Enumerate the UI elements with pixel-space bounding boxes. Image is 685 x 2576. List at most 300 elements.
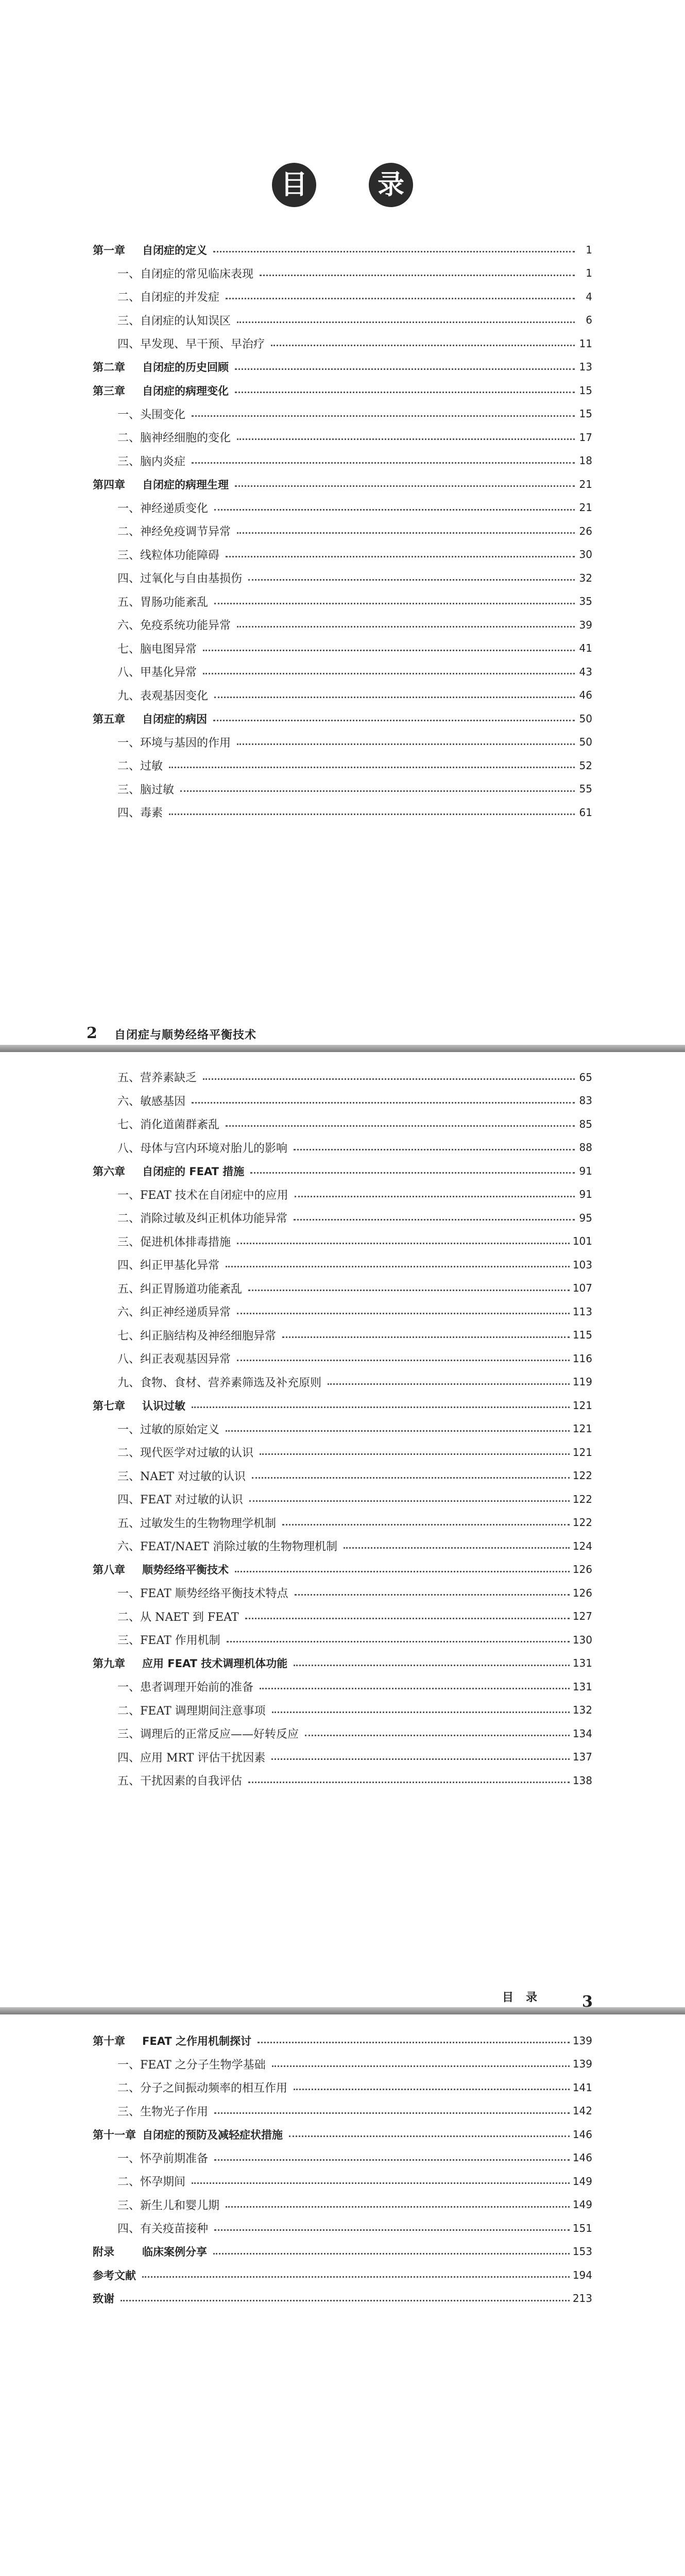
toc-leader-dots — [226, 1266, 570, 1267]
toc-list-page-3 — [93, 2029, 592, 2310]
toc-leader-dots — [245, 1618, 570, 1619]
toc-leader-dots — [237, 743, 575, 745]
toc-leader-dots — [226, 298, 575, 299]
toc-entry-text: 五、干扰因素的自我评估 — [117, 1775, 243, 1788]
toc-section-entry — [93, 519, 592, 543]
toc-page-number: 139 — [572, 2034, 592, 2047]
toc-leader-dots — [250, 1172, 575, 1174]
toc-entry-label — [93, 500, 211, 516]
toc-section-entry — [93, 1745, 592, 1769]
toc-entry-label — [93, 406, 189, 422]
toc-page-number: 41 — [579, 642, 592, 655]
running-header-left — [0, 1024, 685, 1065]
toc-page-number: 39 — [579, 618, 592, 631]
toc-section-entry — [93, 684, 592, 707]
toc-page-number: 13 — [579, 361, 592, 374]
toc-chapter-number: 第三章 — [93, 384, 125, 397]
toc-leader-dots — [295, 1196, 575, 1197]
toc-page-number: 61 — [579, 806, 592, 819]
toc-entry-label — [93, 429, 234, 445]
toc-page-number: 50 — [579, 712, 592, 725]
running-header-right — [0, 1988, 685, 2029]
toc-title — [0, 163, 685, 219]
toc-section-entry — [93, 1628, 592, 1652]
toc-chapter-number: 附录 — [93, 2246, 114, 2259]
toc-page-number: 15 — [579, 408, 592, 420]
toc-leader-dots — [294, 2089, 570, 2090]
toc-page-number: 65 — [579, 1071, 592, 1083]
toc-chapter-entry — [93, 472, 592, 496]
toc-leader-dots — [237, 1313, 570, 1314]
toc-page-number: 103 — [572, 1258, 592, 1271]
toc-entry-text: 自闭症的病理变化 — [142, 384, 229, 397]
toc-leader-dots — [213, 2253, 570, 2255]
toc-page-number: 116 — [572, 1352, 592, 1365]
toc-entry-label — [93, 1585, 292, 1601]
toc-section-entry — [93, 2193, 592, 2217]
toc-chapter-number: 第十章 — [93, 2035, 125, 2047]
toc-chapter-entry — [93, 1159, 592, 1183]
toc-page-number: 137 — [572, 1751, 592, 1764]
toc-section-entry — [93, 1534, 592, 1558]
toc-entry-label — [93, 547, 222, 563]
toc-section-entry — [93, 1769, 592, 1792]
toc-entry-label — [93, 523, 234, 539]
toc-page-number: 138 — [572, 1774, 592, 1787]
toc-page-number: 32 — [579, 571, 592, 584]
toc-entry-text: 九、表观基因变化 — [117, 689, 209, 703]
toc-entry-label — [93, 2150, 211, 2166]
toc-page-number: 21 — [579, 478, 592, 490]
toc-entry-text: 三、FEAT 作用机制 — [117, 1634, 220, 1648]
toc-entry-label — [93, 1398, 189, 1413]
toc-leader-dots — [260, 1453, 570, 1455]
toc-page-number: 85 — [579, 1117, 592, 1130]
toc-entry-label — [93, 2267, 139, 2283]
toc-leader-dots — [235, 368, 575, 370]
toc-section-entry — [93, 262, 592, 285]
toc-section-entry — [93, 2216, 592, 2240]
toc-entry-text: 认识过敏 — [142, 1399, 185, 1412]
toc-leader-dots — [235, 392, 575, 393]
toc-section-entry — [93, 2146, 592, 2170]
toc-entry-label — [93, 2079, 290, 2095]
toc-leader-dots — [169, 767, 575, 768]
toc-page-number: 83 — [579, 1094, 592, 1107]
toc-leader-dots — [295, 1594, 570, 1596]
toc-entry-text: 三、线粒体功能障碍 — [117, 549, 220, 562]
toc-page-number: 149 — [572, 2175, 592, 2188]
toc-section-entry — [93, 1347, 592, 1370]
toc-entry-label — [93, 2291, 117, 2306]
toc-entry-label — [93, 312, 234, 328]
toc-entry-label — [93, 335, 268, 351]
toc-entry-label — [93, 781, 177, 797]
toc-entry-text: 四、早发现、早干预、早治疗 — [117, 338, 265, 351]
toc-leader-dots — [192, 1102, 575, 1104]
toc-entry-text: 自闭症的病因 — [142, 713, 207, 725]
toc-entry-label — [93, 1327, 279, 1343]
toc-leader-dots — [169, 814, 575, 815]
toc-page-number: 121 — [572, 1422, 592, 1435]
toc-entry-text: 四、有关疫苗接种 — [117, 2223, 209, 2236]
toc-section-entry — [93, 1253, 592, 1277]
toc-entry-text: 参考文献 — [93, 2269, 136, 2282]
toc-page-number: 146 — [572, 2128, 592, 2141]
toc-section-entry — [93, 637, 592, 660]
toc-chapter-entry — [93, 2029, 592, 2053]
toc-page-number: 132 — [572, 1704, 592, 1717]
toc-entry-label — [93, 1655, 290, 1671]
toc-entry-label — [93, 734, 234, 750]
toc-page-number: 91 — [579, 1188, 592, 1201]
toc-leader-dots — [237, 438, 575, 440]
toc-section-entry — [93, 1417, 592, 1441]
toc-entry-label — [93, 2197, 222, 2213]
toc-entry-text: 六、敏感基因 — [117, 1095, 186, 1108]
toc-section-entry — [93, 2099, 592, 2123]
toc-page-number: 153 — [572, 2245, 592, 2258]
toc-entry-text: 七、消化道菌群紊乱 — [117, 1118, 220, 1132]
toc-entry-text: 二、从 NAET 到 FEAT — [117, 1611, 239, 1624]
toc-entry-label — [93, 1069, 200, 1085]
toc-entry-label — [93, 1538, 340, 1554]
toc-entry-text: 四、应用 MRT 评估干扰因素 — [117, 1751, 266, 1765]
toc-entry-label — [93, 2033, 254, 2048]
toc-page-1 — [0, 0, 685, 1010]
toc-entry-text: 四、FEAT 对过敏的认识 — [117, 1494, 243, 1507]
toc-entry-label — [93, 453, 189, 469]
toc-entry-text: 七、脑电图异常 — [117, 642, 197, 656]
toc-chapter-number: 第六章 — [93, 1165, 125, 1178]
toc-section-entry — [93, 1581, 592, 1605]
toc-page-number: 149 — [572, 2198, 592, 2211]
toc-section-entry — [93, 2076, 592, 2099]
running-header-title: 目 录 — [502, 1991, 538, 2004]
toc-entry-text: 五、营养素缺乏 — [117, 1072, 197, 1085]
toc-section-entry — [93, 1487, 592, 1511]
toc-leader-dots — [214, 2112, 570, 2114]
toc-leader-dots — [237, 1243, 570, 1244]
toc-leader-dots — [203, 1078, 575, 1080]
toc-section-entry — [93, 426, 592, 449]
toc-leader-dots — [328, 1383, 570, 1385]
toc-entry-label — [93, 1303, 234, 1319]
toc-leader-dots — [121, 2300, 570, 2301]
toc-entry-label — [93, 383, 232, 398]
toc-chapter-number: 第七章 — [93, 1399, 125, 1412]
toc-entry-text: 一、FEAT 之分子生物学基础 — [117, 2058, 266, 2072]
toc-chapter-number: 第十一章 — [93, 2128, 136, 2141]
toc-entry-text: 五、纠正胃肠道功能紊乱 — [117, 1282, 243, 1296]
toc-entry-text: 临床案例分享 — [142, 2246, 207, 2259]
toc-entry-text: 五、胃肠功能紊乱 — [117, 596, 209, 609]
toc-entry-label — [93, 687, 211, 703]
toc-leader-dots — [214, 2229, 570, 2231]
toc-page-number: 50 — [579, 736, 592, 749]
toc-entry-text: 二、神经免疫调节异常 — [117, 526, 231, 539]
toc-entry-label — [93, 1444, 256, 1460]
toc-leader-dots — [226, 556, 575, 557]
toc-entry-label — [93, 1725, 302, 1741]
toc-entry-text: 二、怀孕期间 — [117, 2176, 186, 2189]
toc-chapter-entry — [93, 707, 592, 731]
toc-leader-dots — [258, 2042, 570, 2043]
toc-chapter-number: 第四章 — [93, 478, 125, 491]
toc-leader-dots — [305, 1735, 570, 1736]
toc-entry-text: 三、促进机体排毒措施 — [117, 1235, 231, 1249]
toc-page-3 — [0, 1973, 685, 2576]
toc-entry-text: 应用 FEAT 技术调理机体功能 — [142, 1657, 288, 1670]
toc-entry-label — [93, 2103, 211, 2119]
toc-page-2 — [0, 1010, 685, 1973]
toc-page-number: 4 — [586, 290, 592, 303]
toc-page-number: 126 — [572, 1563, 592, 1576]
toc-entry-label — [93, 1140, 290, 1156]
toc-page-number: 151 — [572, 2222, 592, 2234]
toc-chapter-entry — [93, 379, 592, 402]
toc-list-page-2 — [93, 1065, 592, 1792]
toc-page-number: 131 — [572, 1680, 592, 1693]
toc-entry-label — [93, 1515, 279, 1531]
toc-chapter-entry — [93, 2287, 592, 2311]
toc-page-number: 1 — [586, 267, 592, 280]
toc-section-entry — [93, 801, 592, 824]
toc-leader-dots — [214, 697, 575, 698]
toc-section-entry — [93, 1206, 592, 1230]
toc-leader-dots — [260, 1688, 570, 1689]
toc-chapter-number: 第二章 — [93, 361, 125, 374]
toc-section-entry — [93, 1699, 592, 1722]
toc-page-number: 131 — [572, 1657, 592, 1670]
toc-section-entry — [93, 309, 592, 332]
toc-entry-label — [93, 1093, 189, 1109]
toc-entry-text: 四、毒素 — [117, 807, 163, 820]
toc-page-number: 113 — [572, 1305, 592, 1318]
toc-entry-label — [93, 1350, 234, 1366]
toc-section-entry — [93, 1324, 592, 1347]
toc-leader-dots — [213, 251, 575, 252]
toc-entry-text: 自闭症的病理生理 — [142, 478, 229, 491]
toc-entry-label — [93, 2056, 269, 2072]
toc-chapter-entry — [93, 2123, 592, 2146]
toc-leader-dots — [248, 579, 575, 581]
page-number: 3 — [582, 1993, 593, 2011]
toc-leader-dots — [237, 532, 575, 534]
toc-leader-dots — [214, 509, 575, 511]
toc-page-number: 55 — [579, 783, 592, 795]
toc-chapter-entry — [93, 1558, 592, 1582]
toc-leader-dots — [282, 1524, 570, 1526]
toc-page-number: 130 — [572, 1633, 592, 1646]
toc-leader-dots — [248, 1290, 570, 1291]
toc-page-number: 1 — [586, 243, 592, 256]
toc-section-entry — [93, 1300, 592, 1324]
toc-page-number: 122 — [572, 1516, 592, 1529]
toc-page-number: 30 — [579, 548, 592, 561]
toc-entry-label — [93, 617, 234, 633]
toc-entry-text: 六、免疫系统功能异常 — [117, 619, 231, 633]
toc-section-entry — [93, 285, 592, 309]
toc-section-entry — [93, 332, 592, 355]
toc-entry-text: 三、NAET 对过敏的认识 — [117, 1470, 246, 1483]
running-header-title: 自闭症与顺势经络平衡技术 — [114, 1029, 257, 1042]
toc-page-number: 194 — [572, 2268, 592, 2281]
toc-page-number: 101 — [572, 1235, 592, 1248]
toc-page-number: 122 — [572, 1493, 592, 1505]
toc-section-entry — [93, 1065, 592, 1089]
toc-entry-text: 致谢 — [93, 2293, 114, 2306]
toc-leader-dots — [192, 415, 575, 417]
toc-entry-text: 自闭症的 FEAT 措施 — [142, 1165, 245, 1178]
toc-leader-dots — [249, 1500, 570, 1502]
toc-entry-text: 一、自闭症的常见临床表现 — [117, 267, 254, 281]
toc-entry-label — [93, 1257, 222, 1273]
toc-page-number: 142 — [572, 2105, 592, 2117]
toc-page-number: 11 — [579, 337, 592, 350]
toc-page-number: 126 — [572, 1586, 592, 1599]
toc-entry-text: 九、食物、食材、营养素筛选及补充原则 — [117, 1376, 322, 1389]
toc-page-number: 17 — [579, 431, 592, 444]
toc-entry-text: 一、过敏的原始定义 — [117, 1423, 220, 1436]
toc-title-char-1: 目 — [272, 163, 316, 207]
toc-entry-text: 三、自闭症的认知误区 — [117, 314, 231, 328]
toc-leader-dots — [180, 790, 575, 792]
toc-leader-dots — [226, 1125, 575, 1127]
toc-page-number: 107 — [572, 1282, 592, 1295]
toc-page-number: 46 — [579, 689, 592, 702]
toc-entry-label — [93, 477, 232, 492]
toc-page-number: 134 — [572, 1727, 592, 1740]
toc-entry-label — [93, 2220, 211, 2236]
toc-page-number: 139 — [572, 2058, 592, 2071]
toc-entry-label — [93, 2244, 210, 2259]
toc-entry-text: 二、现代医学对过敏的认识 — [117, 1447, 254, 1460]
toc-entry-label — [93, 640, 200, 656]
toc-entry-text: 三、脑内炎症 — [117, 455, 186, 468]
toc-entry-label — [93, 1702, 269, 1718]
toc-leader-dots — [294, 1149, 575, 1150]
toc-section-entry — [93, 660, 592, 684]
toc-entry-text: 一、患者调理开始前的准备 — [117, 1681, 254, 1694]
toc-entry-label — [93, 570, 245, 586]
toc-section-entry — [93, 402, 592, 426]
toc-leader-dots — [192, 2182, 570, 2184]
toc-section-entry — [93, 1464, 592, 1488]
toc-leader-dots — [248, 1782, 570, 1783]
toc-page-number: 115 — [572, 1329, 592, 1342]
toc-page-number: 146 — [572, 2151, 592, 2164]
toc-entry-text: 三、脑过敏 — [117, 783, 175, 796]
toc-entry-text: 三、调理后的正常反应——好转反应 — [117, 1728, 299, 1741]
toc-section-entry — [93, 731, 592, 754]
toc-entry-text: 一、FEAT 顺势经络平衡技术特点 — [117, 1587, 288, 1601]
toc-entry-text: 五、过敏发生的生物物理学机制 — [117, 1517, 277, 1530]
toc-leader-dots — [203, 650, 575, 651]
toc-entry-label — [93, 1280, 245, 1296]
toc-chapter-number: 第五章 — [93, 713, 125, 725]
toc-entry-label — [93, 594, 211, 609]
page-number: 2 — [87, 1024, 97, 1042]
toc-page-number: 119 — [572, 1376, 592, 1388]
toc-page-number: 15 — [579, 384, 592, 397]
toc-leader-dots — [271, 1758, 569, 1760]
toc-section-entry — [93, 1183, 592, 1207]
toc-entry-text: 四、纠正甲基化异常 — [117, 1259, 220, 1273]
toc-entry-label — [93, 1421, 222, 1437]
toc-page-number: 6 — [586, 314, 592, 327]
toc-page-number: 43 — [579, 665, 592, 678]
toc-chapter-number: 第九章 — [93, 1657, 125, 1670]
toc-entry-text: 七、纠正脑结构及神经细胞异常 — [117, 1329, 277, 1343]
toc-list-page-1 — [93, 238, 592, 824]
toc-entry-text: 三、生物光子作用 — [117, 2105, 209, 2119]
toc-entry-label — [93, 1210, 290, 1226]
toc-entry-text: 自闭症的预防及减轻症状措施 — [142, 2128, 283, 2141]
toc-leader-dots — [237, 321, 575, 323]
toc-entry-label — [93, 1233, 234, 1249]
toc-section-entry — [93, 543, 592, 567]
toc-section-entry — [93, 496, 592, 520]
toc-entry-text: 三、新生儿和婴儿期 — [117, 2199, 220, 2212]
toc-chapter-entry — [93, 238, 592, 262]
toc-entry-label — [93, 289, 222, 304]
toc-section-entry — [93, 1136, 592, 1160]
toc-section-entry — [93, 1277, 592, 1300]
toc-section-entry — [93, 1230, 592, 1253]
toc-entry-text: 一、神经递质变化 — [117, 502, 209, 515]
toc-entry-label — [93, 2173, 189, 2189]
toc-leader-dots — [237, 1360, 570, 1361]
toc-entry-text: 自闭症的历史回顾 — [142, 361, 229, 374]
toc-leader-dots — [237, 626, 575, 628]
toc-page-number: 124 — [572, 1539, 592, 1552]
toc-entry-label — [93, 265, 256, 281]
toc-entry-text: 顺势经络平衡技术 — [142, 1564, 229, 1577]
toc-section-entry — [93, 1112, 592, 1136]
toc-entry-label — [93, 1491, 246, 1507]
toc-section-entry — [93, 2053, 592, 2076]
toc-leader-dots — [252, 1477, 570, 1479]
toc-chapter-number: 第一章 — [93, 244, 125, 257]
toc-entry-text: 一、头围变化 — [117, 408, 186, 421]
toc-entry-label — [93, 664, 200, 680]
toc-page-number: 21 — [579, 501, 592, 514]
toc-section-entry — [93, 613, 592, 637]
toc-entry-text: 自闭症的定义 — [142, 244, 207, 257]
toc-leader-dots — [289, 2136, 570, 2137]
toc-section-entry — [93, 449, 592, 473]
toc-section-entry — [93, 754, 592, 777]
toc-chapter-entry — [93, 1394, 592, 1417]
toc-leader-dots — [272, 2065, 570, 2067]
toc-entry-label — [93, 242, 210, 258]
toc-entry-label — [93, 757, 166, 773]
toc-entry-text: 四、过氧化与自由基损伤 — [117, 572, 243, 586]
toc-entry-label — [93, 1772, 245, 1788]
toc-leader-dots — [203, 673, 575, 674]
toc-entry-text: 六、纠正神经递质异常 — [117, 1306, 231, 1319]
toc-entry-label — [93, 1187, 292, 1202]
toc-leader-dots — [272, 1711, 570, 1713]
toc-entry-label — [93, 1679, 256, 1694]
toc-page-number: 52 — [579, 759, 592, 772]
toc-entry-label — [93, 1632, 224, 1648]
toc-page-number: 213 — [572, 2292, 592, 2305]
toc-section-entry — [93, 1511, 592, 1535]
toc-entry-label — [93, 1163, 247, 1179]
toc-page-number: 18 — [579, 454, 592, 467]
